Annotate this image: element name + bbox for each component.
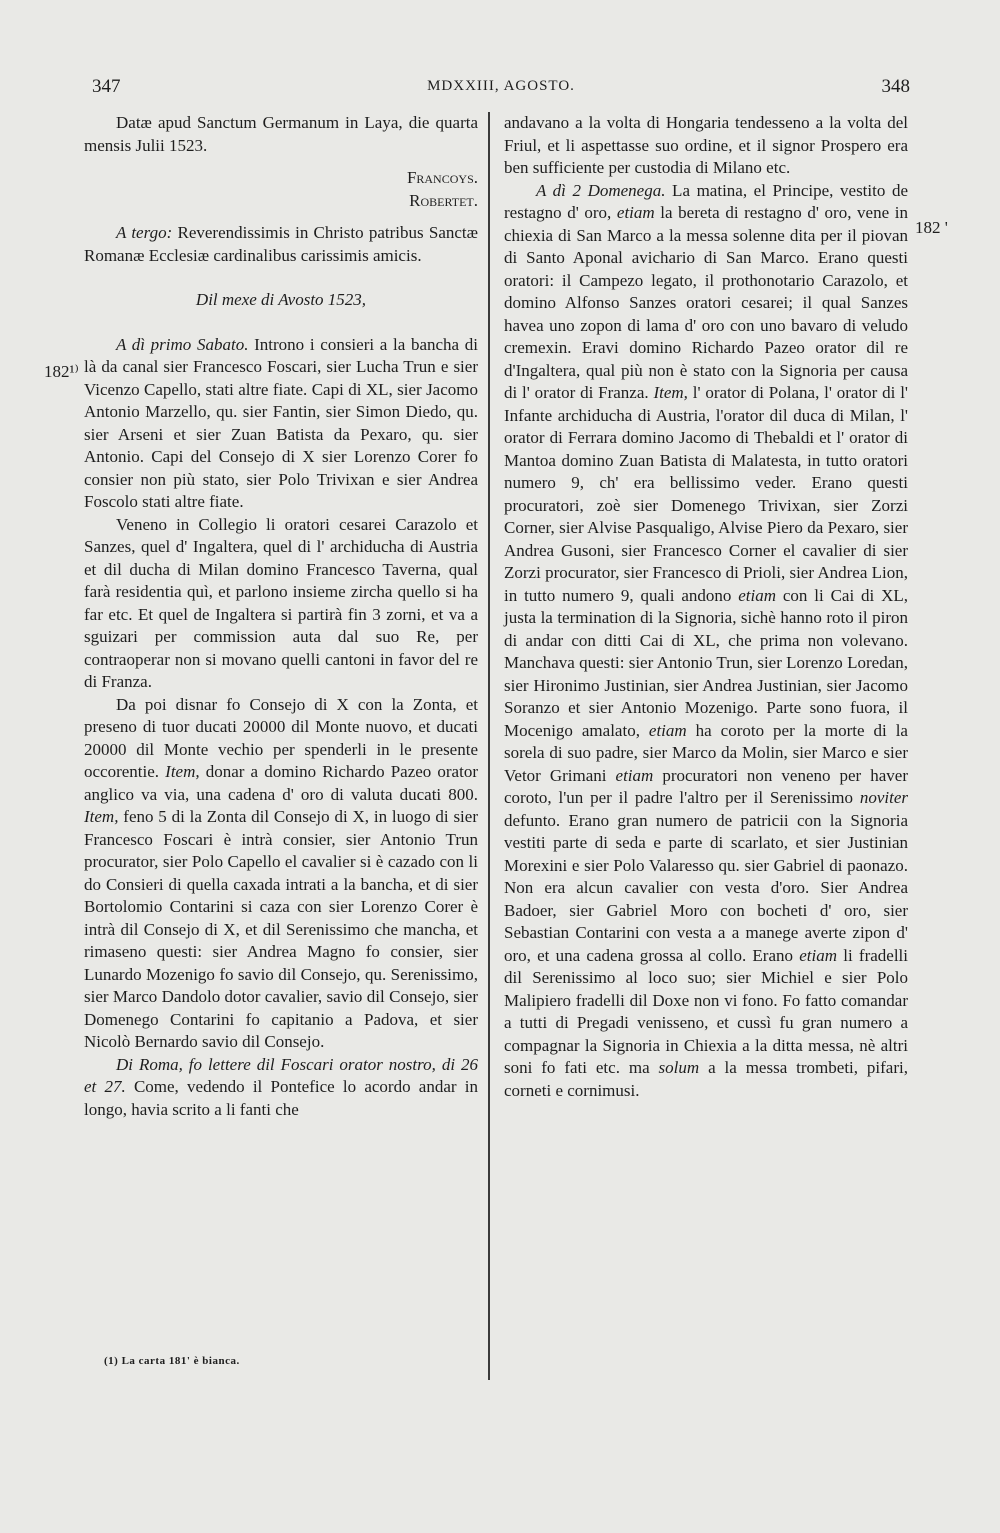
address-paragraph [84, 222, 478, 267]
page-number-right: 348 [881, 76, 910, 97]
roma-lead: Di Roma, fo lettere dil Foscari orator nostro, di 26 et 27. [84, 1054, 478, 1096]
text-run: l' orator di Polana, l' orator di l' Infante archiducha di Austria, l'orator dil duca di Milan, l' orator di Ferrara domino Jacomo di Thebaldi et l' orator di Mantoa domino Zuan Batista di Malatesta, in tutto oratori numero 9, ch' era bellissimo veder. Erano questi procuratori, zoè sier Domenego Trivixan, sier Zorzi Corner, sier Alvise Pasqualigo, Alvise Piero da Pexaro, sier Andrea Gusoni, sier Francesco Corner el cavalier di sier Zorzi procurator, sier Francesco di Prioli, sier Andrea Lion, in tutto numero 9, quali andono [504, 383, 908, 605]
margin-note-right: 182 ' [915, 218, 948, 237]
noviter-word: noviter [859, 788, 908, 807]
paragraph-consejo [84, 694, 478, 1054]
section-heading: Dil mexe di Avosto 1523, [195, 290, 367, 309]
etiam-word: etiam [615, 765, 654, 785]
text-run: procuratori non veneno per haver coroto, l'un per il padre l'altro per il Serenissimo [504, 765, 908, 807]
item-word: Item, [653, 383, 688, 402]
signature-robertet: Robertet. [409, 190, 478, 210]
footnote: (1) La carta 181' è bianca. [104, 1355, 240, 1367]
right-column [504, 112, 908, 1102]
item-word: Item, [84, 807, 119, 826]
entry-day-2 [504, 180, 908, 1103]
text-run: con li Cai di XL, justa la termination di la Signoria, sichè hanno roto il piron di andar con ditti Cai di XL, che prima non volevano. Manchava questi: sier Antonio Trun, sier Lorenzo Loredan, sier Hironimo Justinian, sier Andrea Justinian, sier Jacomo Soranzo et sier Antonio Mozenigo. Parte sono fuora, il Mocenigo amalato, [504, 585, 909, 740]
entry-day-1-text: Introno i consieri a la bancha di là da canal sier Francesco Foscari, sier Lucha Trun e sier Vicenzo Capello, stati altre fiate. Capi di XL, sier Jacomo Antonio Marzello, qu. sier Fantin, sier Simon Diedo, qu. sier Arseni et sier Zuan Batista da Pexaro, qu. sier Antonio. Capi del Consejo di X sier Lorenzo Corer fo consier non più stato, sier Polo Trivixan e sier Andrea Foscolo stati altre fiate. [84, 334, 478, 511]
left-column [84, 112, 478, 1121]
entry-day-1-lead: A dì primo Sabato. [116, 334, 249, 354]
text-run: ha coroto per la morte di la sorela di suo padre, sier Marco da Molin, sier Marco e sier Vetor Grimani [504, 720, 908, 785]
solum-word: solum [658, 1058, 700, 1077]
running-title: MDXXIII, AGOSTO. [427, 78, 575, 94]
address-lead: A tergo: [116, 223, 173, 242]
etiam-word: etiam [738, 585, 777, 605]
item-word: Item, [165, 762, 200, 781]
text-run: Da poi disnar fo Consejo di X con la Zonta, et preseno di tuor ducati 20000 dil Monte nuovo, et ducati 20000 dil Monte vechio per spenderli in le presente occorentie. [84, 694, 478, 781]
etiam-word: etiam [799, 945, 838, 965]
page-number-left: 347 [92, 76, 121, 97]
roma-text: Come, vedendo il Pontefice lo acordo andar in longo, havia scrito a li fanti che [84, 1077, 478, 1119]
continuation-paragraph: andavano a la volta di Hongaria tendesseno a la volta del Friul, et li aspettasse suo ordine, et il signor Prospero era ben sufficiente per custodia di Milano etc. [504, 113, 908, 177]
signature-francoys: Francoys. [406, 168, 478, 187]
paragraph-roma [84, 1054, 478, 1122]
etiam-word: etiam [648, 720, 687, 740]
address-text: Reverendissimis in Christo patribus Sanctæ Romanæ Ecclesiæ cardinalibus carissimis amicis. [84, 223, 478, 265]
text-run: La matina, el Principe, vestito de restagno d' oro, [504, 180, 908, 222]
etiam-word: etiam [616, 203, 655, 222]
entry-day-2-lead: A dì 2 Domenega. [536, 180, 666, 200]
column-divider [488, 112, 490, 1380]
text-run: feno 5 di la Zonta dil Consejo di X, in luogo di sier Francesco Foscari è intrà consier, sier Antonio Trun procurator, sier Polo Capello el cavalier si è cazado con li do Consieri di quella caxada intrati a la bancha, et di sier Bortolomio Contarini si caza con sier Lorenzo Corer è intrà dil Consejo di X, et dil Serenissimo che mancha, et rimaseno questi: sier Andrea Magno fo consier, sier Lunardo Mozenigo fo savio dil Consejo, qu. Serenissimo, sier Marco Dandolo dotor cavalier, savio dil Consejo, sier Domenego Contarini fo capitanio a Padova, et sier Nicolò Bernardo savio dil Consejo. [84, 807, 478, 1051]
page-header [92, 76, 910, 106]
text-run: li fradelli dil Serenissimo al loco suo; sier Michiel e sier Polo Malipiero fradelli dil Doxe non vi fono. Fo fatto comandar a tutti di Pregadi venisseno, et cussì fu gran numero a compagnar la Signoria in Chiexia a la ditta messa, nè altri soni fo fati etc. ma [504, 945, 908, 1077]
text-run: a la messa trombeti, pifari, corneti e cornimusi. [504, 1058, 908, 1100]
text-run: la bereta di restagno d' oro, vene in chiexia di San Marco a la messa solenne dita per il piovan di Santo Aponal avichario di San Marco. Erano questi oratori: il Campezo legato, il prothonotario Carazolo, et domino Alfonso Sanzes oratori cesarei; il qual Sanzes havea uno zopon di lama d' oro con uno bavaro di veludo cremexin. Eravi domino Richardo Pazeo orator dil re d'Ingaltera, qual più non è stato con la Signoria per causa di l' orator di Franza. [504, 203, 908, 402]
entry-day-1 [84, 334, 478, 514]
letter-date: Datæ apud Sanctum Germanum in Laya, die quarta mensis Julii 1523. [84, 113, 478, 155]
paragraph-collegio: Veneno in Collegio li oratori cesarei Carazolo et Sanzes, quel d' Ingaltera, quel di l' archiducha di Austria et dil ducha di Milan domino Francesco Taverna, qual farà residentia quì, et parlono insieme zircha quello si ha far etc. Et quel de Ingaltera si partirà fin 3 zorni, et va a sguizari per commission auta dal suo Re, per contraoperar non si movano quelli cantoni in favor del re di Franza. [84, 514, 478, 691]
text-run: defunto. Erano gran numero de patricii con la Signoria vestiti parte di seda e parte di scarlato, et sier Justinian Morexini e sier Polo Valaresso qu. sier Gabriel di paonazo. Non era alcun cavalier con vesta d'oro. Sier Andrea Badoer, sier Gabriel Moro con bocheti d' oro, sier Sebastian Contarini con vesta a a manege averte zipon d' oro, et una cadena grossa al collo. Erano [504, 810, 908, 965]
margin-note-left: 182¹⁾ [44, 362, 79, 381]
text-run: donar a domino Richardo Pazeo orator anglico va via, una cadena d' oro di valuta ducati 800. [84, 762, 478, 804]
